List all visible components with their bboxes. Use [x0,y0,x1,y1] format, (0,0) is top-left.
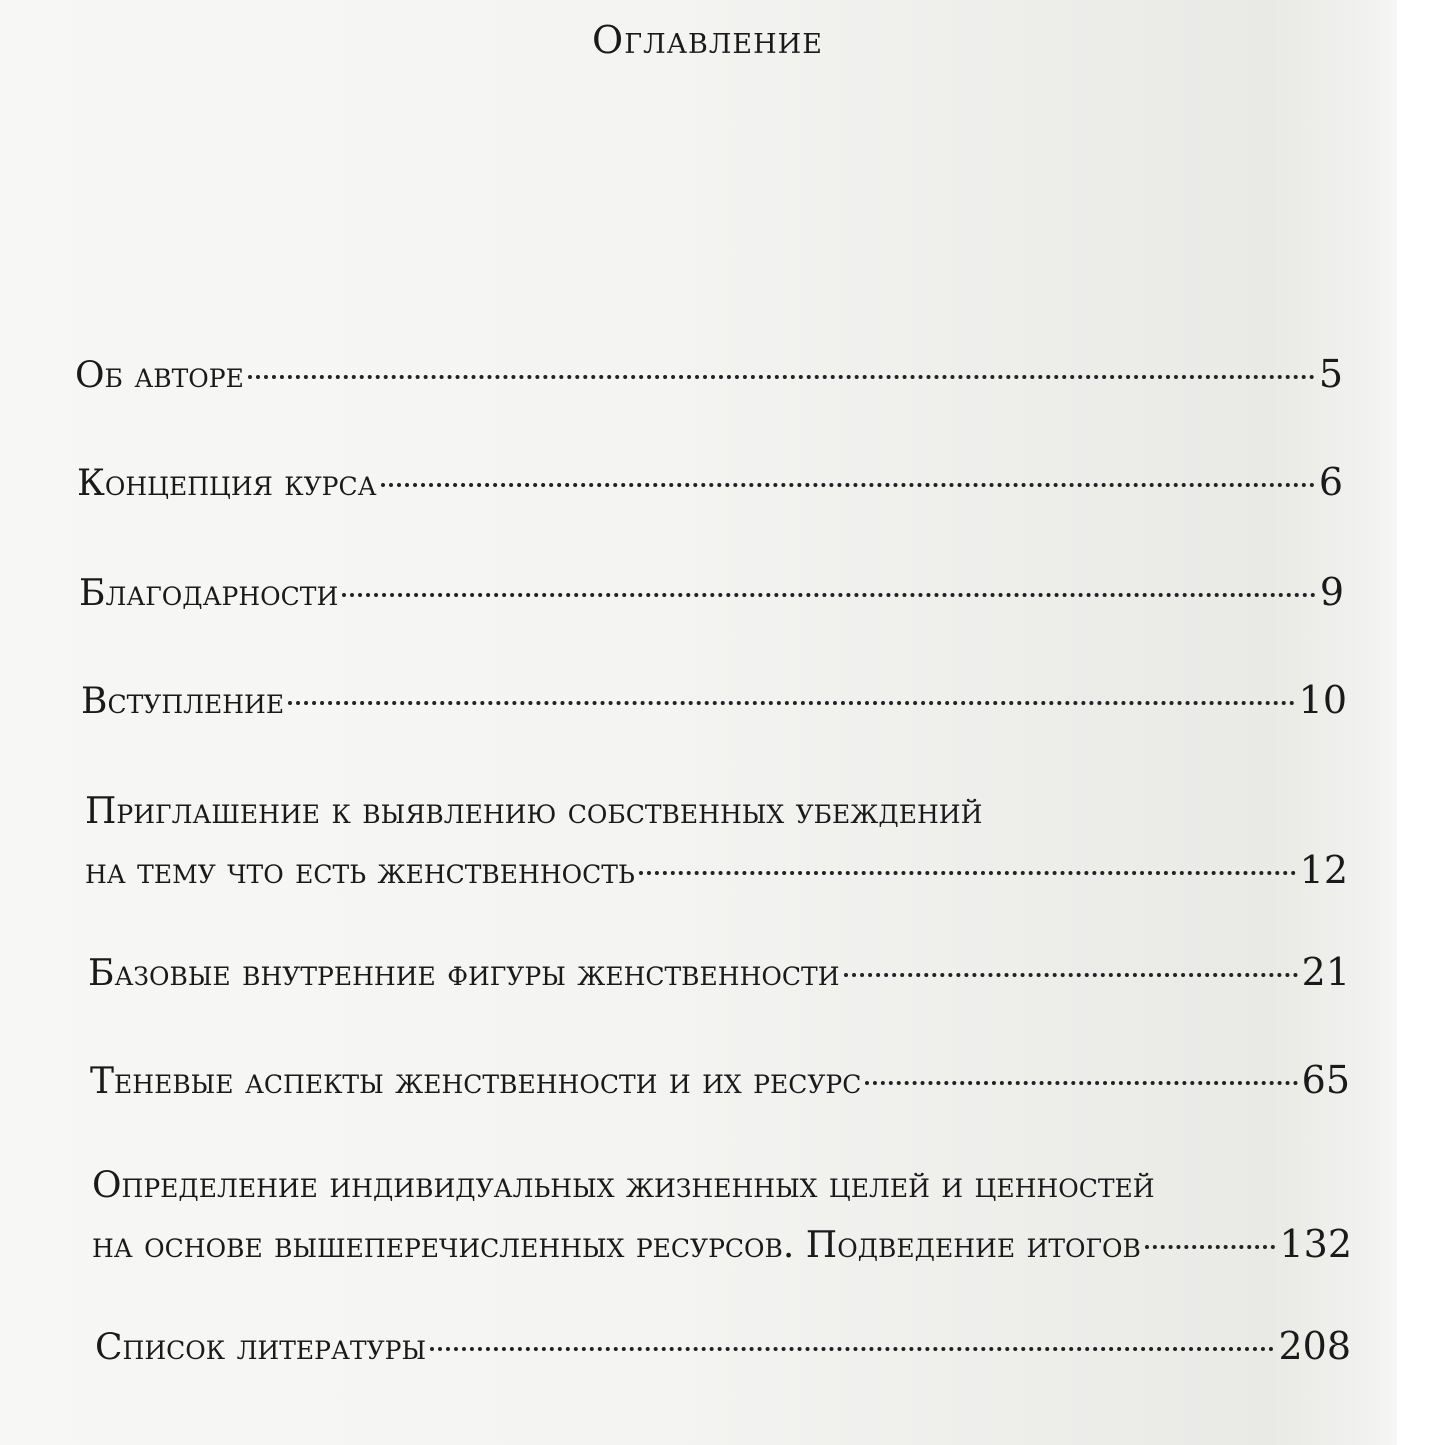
toc-entry-goals-values [92,1164,1352,1268]
toc-page-number: 132 [1279,1222,1352,1266]
toc-page-number: 9 [1319,570,1344,614]
toc-entry-course-concept [77,460,1343,506]
toc-page-number: 21 [1301,950,1350,994]
toc-page-number: 5 [1318,352,1343,396]
toc-page-number: 208 [1278,1324,1351,1368]
toc-entry-introduction [81,678,1347,724]
toc-leader-dots [865,1081,1297,1085]
toc-entry-about-author [75,352,1343,398]
toc-entry-bibliography [95,1324,1351,1370]
toc-leader-dots [1145,1245,1276,1249]
toc-entry-title: Благодарности [79,573,339,614]
toc-leader-dots [342,593,1316,597]
toc-entry-invitation [85,790,1348,894]
toc-entry-acknowledgements [79,570,1344,616]
toc-leader-dots [248,375,1315,379]
toc-entry-title: Базовые внутренние фигуры женственности [88,953,840,994]
toc-entry-title: Список литературы [95,1327,427,1368]
toc-page-number: 12 [1299,848,1348,892]
toc-entry-title-line2: на тему что есть женственность [85,851,635,892]
toc-entry-inner-figures [88,950,1350,996]
toc-leader-dots [639,871,1296,875]
toc-page-number: 65 [1301,1058,1350,1102]
toc-entry-title-line2: на основе вышеперечисленных ресурсов. Подведение итогов [92,1225,1141,1266]
toc-entry-title-line1: Приглашение к выявлению собственных убеждений [85,791,983,832]
toc-entry-shadow-aspects [90,1058,1350,1104]
page-title: Оглавление [592,18,823,62]
toc-entry-title: Теневые аспекты женственности и их ресурс [90,1061,862,1102]
toc-page-number: 6 [1318,460,1343,504]
toc-leader-dots [381,483,1315,487]
toc-leader-dots [288,701,1295,705]
toc-entry-title: Об авторе [75,355,244,396]
toc-entry-title: Концепция курса [77,463,377,504]
toc-leader-dots [430,1347,1274,1351]
toc-entry-title: Вступление [81,681,285,722]
toc-page-number: 10 [1298,678,1347,722]
toc-entry-title-line1: Определение индивидуальных жизненных целей и ценностей [92,1165,1155,1206]
toc-leader-dots [844,973,1298,977]
